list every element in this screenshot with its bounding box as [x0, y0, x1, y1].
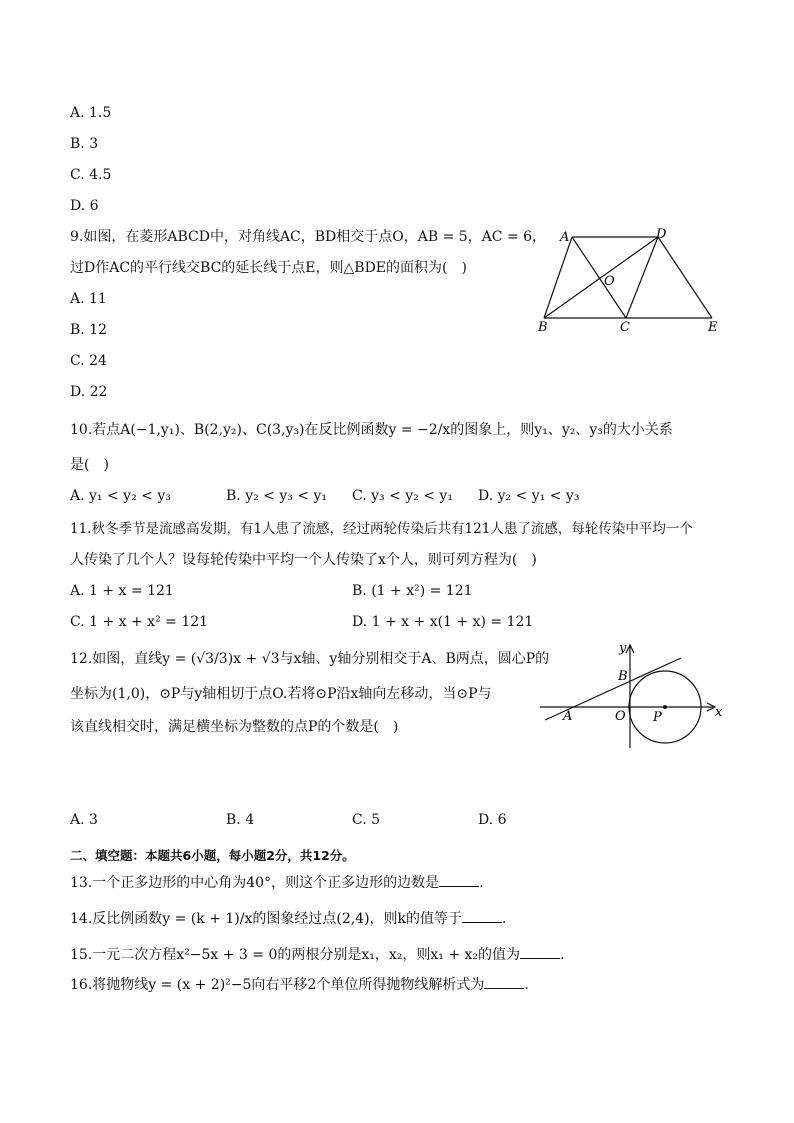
q9-option-b: B. 12 [70, 322, 108, 338]
q16-answer-blank[interactable] [484, 976, 524, 989]
q12-label-b: B [618, 669, 628, 684]
q14-stem [70, 910, 507, 928]
q16-stem [70, 976, 529, 994]
q10-stem-line1: 10.若点A(−1,y₁)、B(2,y₂)、C(3,y₃)在反比例函数y = −2/x的图象上，则y₁、y₂、y₃的大小关系 [70, 422, 673, 438]
q9-stem-line1: 9.如图，在菱形ABCD中，对角线AC，BD相交于点O，AB = 5，AC = 6， [70, 229, 547, 245]
q10-option-a: A. y₁ < y₂ < y₃ [70, 488, 171, 504]
q9-label-e: E [708, 320, 718, 335]
q11-stem-line2: 人传染了几个人？设每轮传染中平均一个人传染了x个人，则可列方程为( ) [70, 552, 537, 568]
section-2-heading: 二、填空题：本题共6小题，每小题2分，共12分。 [70, 848, 355, 863]
q11-option-d: D. 1 + x + x(1 + x) = 121 [352, 614, 534, 630]
q12-stem-line3: 该直线相交时，满足横坐标为整数的点P的个数是( ) [70, 719, 399, 735]
q12-option-d: D. 6 [478, 812, 507, 828]
q16-text: 16.将抛物线y = (x + 2)²−5向右平移2个单位所得抛物线解析式为 [70, 977, 485, 993]
q8-option-b: B. 3 [70, 136, 99, 152]
q13-text: 13.一个正多边形的中心角为40°，则这个正多边形的边数是 [70, 875, 440, 891]
q12-label-a: A [563, 709, 573, 724]
q10-option-c: C. y₃ < y₂ < y₁ [352, 488, 453, 504]
q10-option-d: D. y₂ < y₁ < y₃ [478, 488, 580, 504]
q8-option-c: C. 4.5 [70, 167, 112, 183]
q11-option-a: A. 1 + x = 121 [70, 583, 174, 599]
q9-rhombus-figure [530, 225, 730, 335]
q8-option-a: A. 1.5 [70, 105, 112, 121]
q12-label-o: O [615, 709, 626, 724]
q11-option-c: C. 1 + x + x² = 121 [70, 614, 209, 630]
q12-option-b: B. 4 [226, 812, 255, 828]
q12-option-c: C. 5 [352, 812, 381, 828]
q16-end: . [524, 977, 529, 993]
q14-answer-blank[interactable] [462, 910, 502, 923]
q12-coordinate-figure [535, 640, 725, 755]
q8-option-d: D. 6 [70, 198, 99, 214]
q15-stem [70, 946, 565, 964]
q13-stem [70, 874, 484, 892]
q13-answer-blank[interactable] [439, 874, 479, 887]
q9-stem-line2: 过D作AC的平行线交BC的延长线于点E，则△BDE的面积为( ) [70, 260, 467, 276]
q14-end: . [502, 911, 507, 927]
q13-end: . [479, 875, 484, 891]
q12-label-x: x [715, 705, 723, 720]
q9-option-a: A. 11 [70, 291, 107, 307]
q12-label-p: P [653, 710, 662, 725]
q15-end: . [560, 947, 565, 963]
q9-label-a: A [560, 230, 570, 245]
q10-option-b: B. y₂ < y₃ < y₁ [226, 488, 328, 504]
q11-option-b: B. (1 + x²) = 121 [352, 583, 473, 599]
q12-option-a: A. 3 [70, 812, 98, 828]
q11-stem-line1: 11.秋冬季节是流感高发期，有1人患了流感，经过两轮传染后共有121人患了流感，每轮传染中平均一个 [70, 521, 693, 537]
q9-label-d: D [656, 227, 667, 242]
q9-label-b: B [538, 320, 548, 335]
q10-stem-line2: 是( ) [70, 457, 109, 473]
q15-answer-blank[interactable] [520, 946, 560, 959]
q15-text: 15.一元二次方程x²−5x + 3 = 0的两根分别是x₁，x₂，则x₁ + x₂的值为 [70, 947, 521, 963]
q9-option-c: C. 24 [70, 353, 107, 369]
q12-stem-line1: 12.如图，直线y = (√3/3)x + √3与x轴、y轴分别相交于A、B两点，圆心P的 [70, 651, 550, 667]
q9-label-o: O [604, 274, 615, 289]
q9-option-d: D. 22 [70, 384, 108, 400]
q12-stem-line2: 坐标为(1,0)，⊙P与y轴相切于点O.若将⊙P沿x轴向左移动，当⊙P与 [70, 686, 492, 702]
q14-text: 14.反比例函数y = (k + 1)/x的图象经过点(2,4)，则k的值等于 [70, 911, 463, 927]
q12-label-y: y [619, 641, 627, 656]
q9-label-c: C [620, 320, 630, 335]
